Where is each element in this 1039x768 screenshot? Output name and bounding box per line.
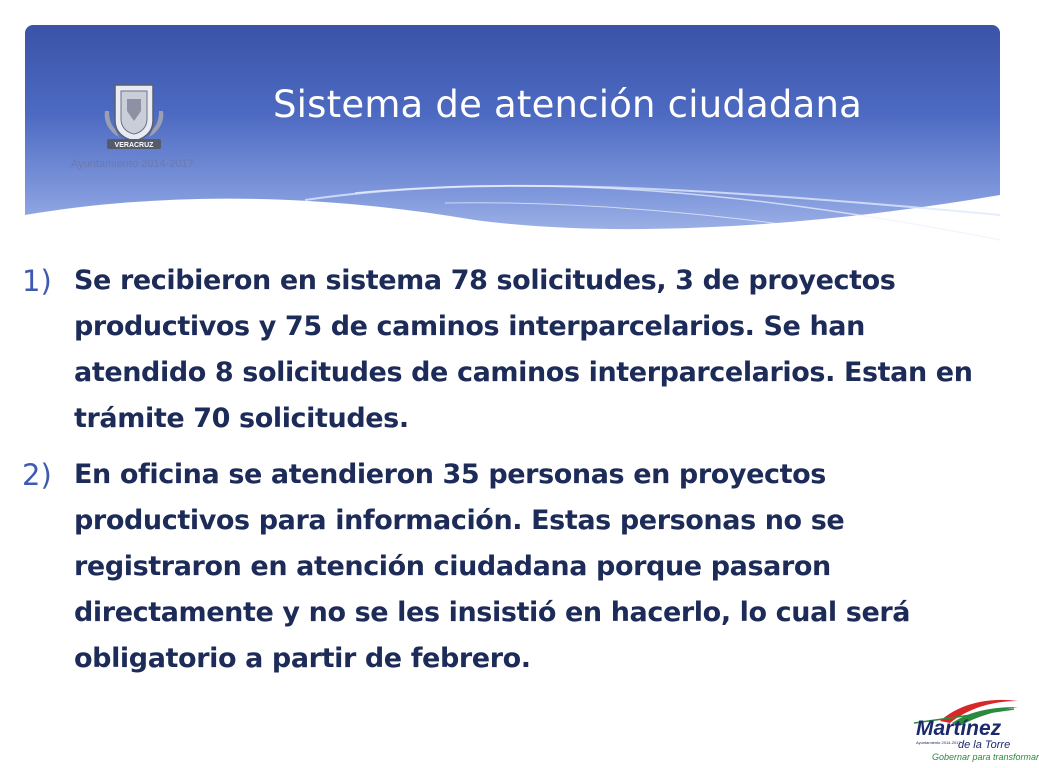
crest-label: VERACRUZ [114, 142, 154, 149]
logo-name-line1: Martínez [916, 717, 1002, 740]
content-list [22, 258, 982, 692]
list-item [22, 452, 982, 682]
municipality-logo [910, 695, 1039, 765]
logo-small-caption: Ayuntamiento 2014-2017 [916, 740, 961, 745]
list-item [22, 258, 982, 442]
list-item-number: 1) [22, 264, 52, 298]
logo-slogan: Gobernar para transformar [932, 752, 1039, 762]
list-item-number: 2) [22, 458, 52, 492]
slide-title: Sistema de atención ciudadana [273, 83, 862, 126]
crest-icon [101, 81, 167, 153]
header-wave-decoration [25, 25, 1000, 260]
logo-name-line2: de la Torre [958, 739, 1011, 751]
list-item-text: En oficina se atendieron 35 personas en proyectos productivos para información. Estas personas no se registraron en atención ciudadana porque pasaron directamente y no se les insistió en hacerlo, lo cual será obligatorio a partir de febrero. [74, 459, 911, 674]
slide-header-banner [25, 25, 1000, 260]
list-item-text: Se recibieron en sistema 78 solicitudes, 3 de proyectos productivos y 75 de caminos interparcelarios. Se han atendido 8 solicitudes de caminos interparcelarios. Estan en trámite 70 solicitudes. [74, 265, 973, 434]
crest-caption: Ayuntamiento 2014-2017 [71, 158, 194, 170]
